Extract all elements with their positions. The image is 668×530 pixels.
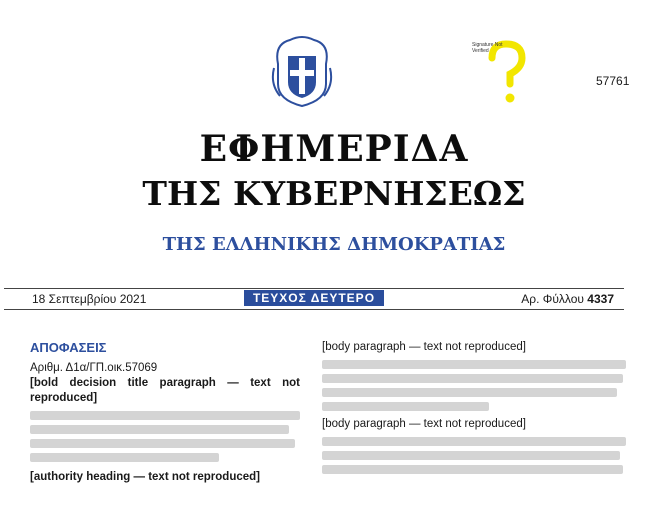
text-line-placeholder [322,360,626,369]
left-column [30,340,300,485]
text-line-placeholder [322,402,489,411]
text-line-placeholder [30,439,295,448]
sheet-label: Αρ. Φύλλου [521,292,584,306]
issue-series-band: ΤΕΥΧΟΣ ΔΕΥΤΕΡΟ [244,290,384,306]
text-line-placeholder [322,374,623,383]
digital-signature-badge [472,40,542,106]
issue-bar [4,288,624,310]
page-number: 57761 [596,74,630,88]
text-line-placeholder [322,437,626,446]
decision-summary: [bold decision title paragraph — text not reproduced] [30,377,300,404]
text-line-placeholder [30,411,300,420]
text-line-placeholder [322,388,617,397]
signature-status: Verified [472,48,489,54]
section-heading: ΑΠΟΦΑΣΕΙΣ [30,340,107,355]
right-column [322,340,626,479]
text-line-placeholder [322,465,623,474]
signature-status: Signature Not [472,42,503,48]
sheet-number: 4337 [587,292,614,306]
decision-reference: Αριθμ. Δ1α/ΓΠ.οικ.57069 [30,362,158,374]
gazette-title: ΕΦΗΜΕΡΙΔΑ [199,128,469,170]
body-paragraph: [body paragraph — text not reproduced] [322,341,526,353]
text-line-placeholder [30,453,219,462]
sheet-number-label [521,292,614,306]
gazette-title-second-line: ΤΗΣ ΚΥΒΕΡΝΗΣΕΩΣ [142,174,526,213]
text-line-placeholder [30,425,289,434]
issue-date: 18 Σεπτεμβρίου 2021 [32,292,147,306]
coat-of-arms-emblem [270,34,334,108]
text-line-placeholder [322,451,620,460]
gazette-subtitle: ΤΗΣ ΕΛΛΗΝΙΚΗΣ ΔΗΜΟΚΡΑΤΙΑΣ [162,234,506,255]
body-paragraph: [body paragraph — text not reproduced] [322,418,526,430]
authority-heading: [authority heading — text not reproduced] [30,471,261,483]
